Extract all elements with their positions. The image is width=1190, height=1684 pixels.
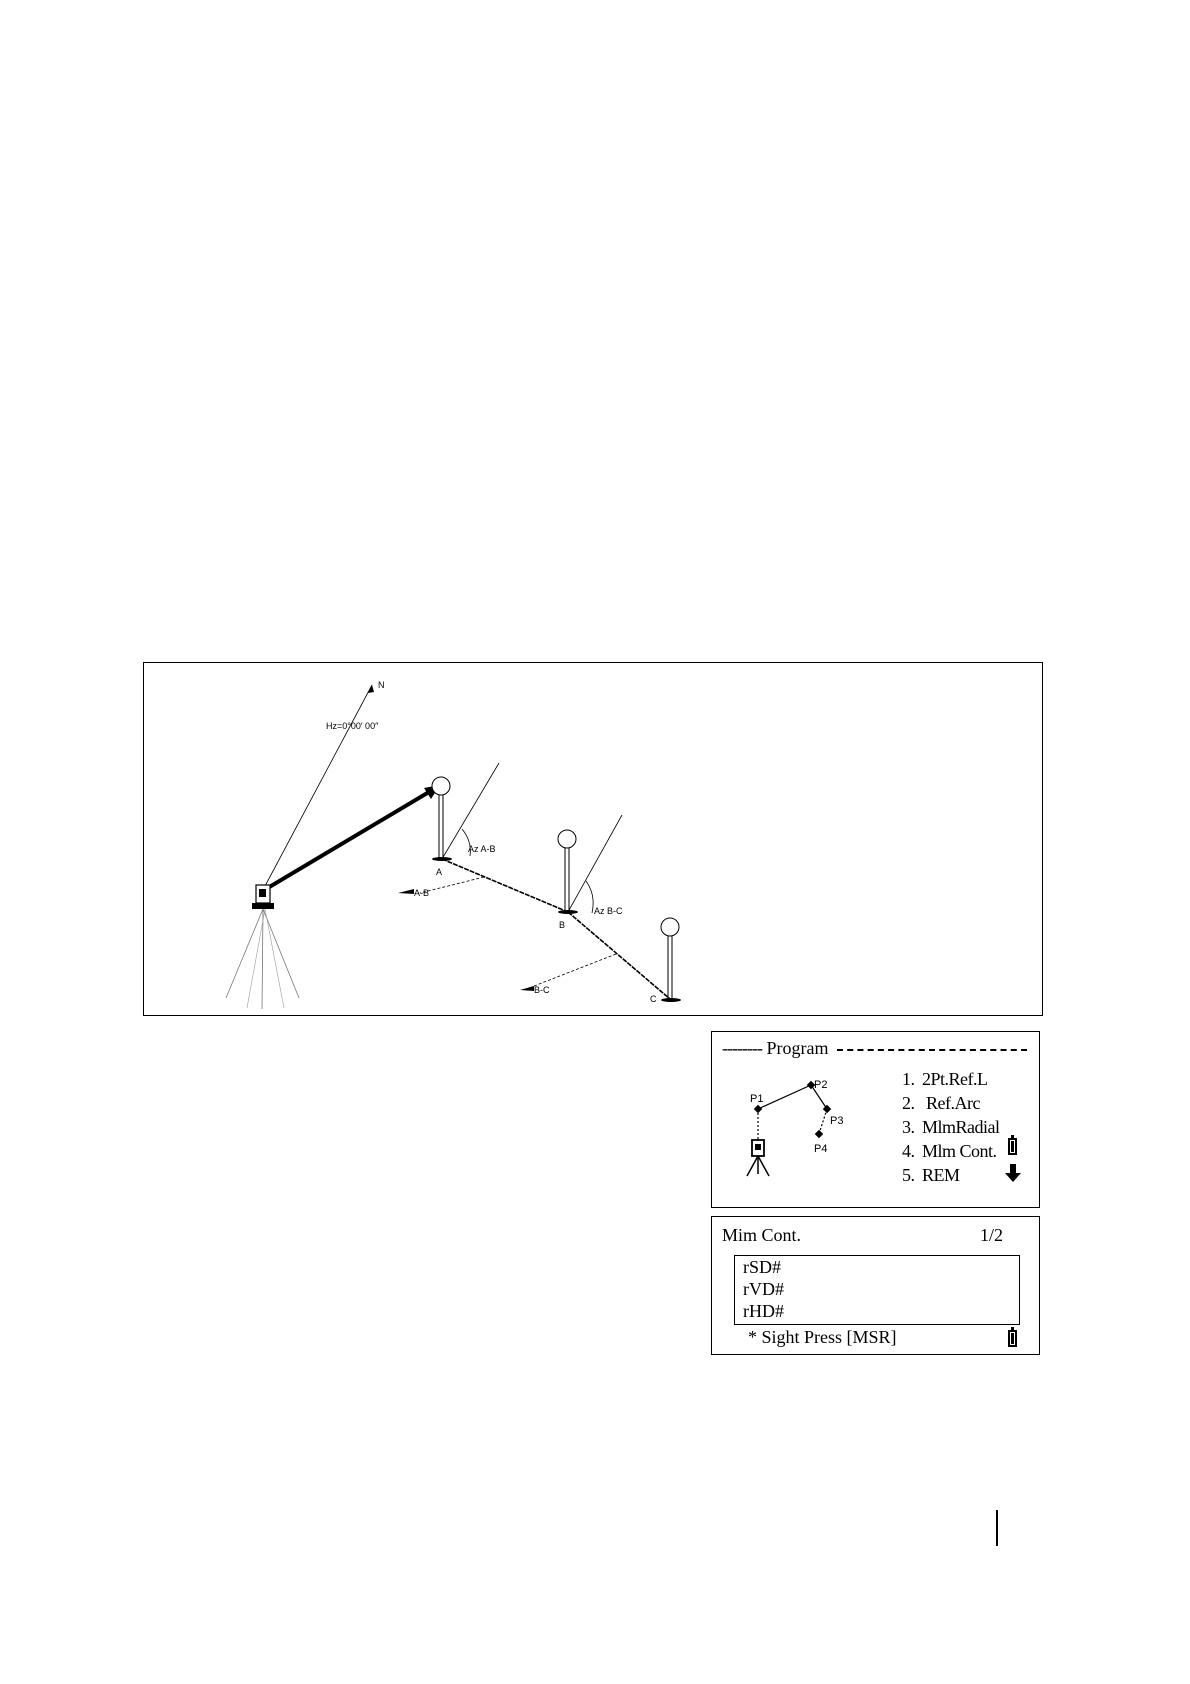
point-b-label: B: [559, 920, 566, 930]
sketch-p4: P4: [814, 1143, 828, 1155]
dist-bc-label: B-C: [534, 985, 550, 995]
field-rhd: rHD#: [743, 1301, 784, 1321]
point-a-label: A: [436, 867, 443, 877]
menu-item-mlm-radial[interactable]: 3. MlmRadial: [902, 1117, 1000, 1137]
total-station-icon: [226, 885, 299, 1009]
north-label: N: [378, 680, 385, 690]
survey-diagram: [143, 662, 1043, 1016]
prism-c-icon: [661, 918, 681, 1002]
menu-item-rem[interactable]: 5. REM: [902, 1165, 960, 1185]
point-c-label: C: [650, 994, 657, 1004]
program-menu: [902, 1067, 1000, 1187]
diagram-canvas: [144, 663, 1044, 1017]
mlm-instruction: * Sight Press [MSR]: [748, 1327, 897, 1347]
program-title: Program: [766, 1038, 829, 1058]
menu-item-mlm-cont[interactable]: 4. Mlm Cont.: [902, 1141, 997, 1161]
az-bc-label: Az B-C: [594, 906, 623, 916]
instrument-icon: [747, 1140, 769, 1176]
field-rsd: rSD#: [743, 1257, 782, 1277]
battery-icon: [1008, 1138, 1017, 1155]
az-ab-label: Az A-B: [468, 844, 496, 854]
mlm-cont-screen: [711, 1216, 1040, 1355]
hz-label: Hz=0°00′ 00″: [326, 721, 379, 731]
sight-arrow: [266, 792, 429, 889]
sketch-p3: P3: [830, 1115, 844, 1127]
program-screen: [711, 1031, 1040, 1208]
field-rvd: rVD#: [743, 1279, 784, 1299]
prism-b-icon: [558, 830, 578, 914]
mlm-results-box: [734, 1255, 1020, 1325]
sketch-p1: P1: [750, 1093, 764, 1105]
menu-item-ref-arc[interactable]: 2. Ref.Arc: [902, 1093, 980, 1113]
dist-ab-label: A-B: [414, 888, 430, 898]
battery-icon: [1008, 1330, 1017, 1347]
scroll-down-arrow-icon[interactable]: [1005, 1163, 1021, 1183]
points-sketch: [732, 1062, 872, 1202]
menu-item-2pt-ref-line[interactable]: 1. 2Pt.Ref.L: [902, 1069, 988, 1089]
prism-a-icon: [432, 777, 452, 861]
mlm-title: Mim Cont.: [722, 1225, 802, 1245]
page-margin-bar: [996, 1510, 998, 1546]
program-header: -------- Program: [722, 1038, 1027, 1059]
sketch-p2: P2: [814, 1079, 828, 1091]
mlm-page-indicator: 1/2: [979, 1225, 1003, 1245]
